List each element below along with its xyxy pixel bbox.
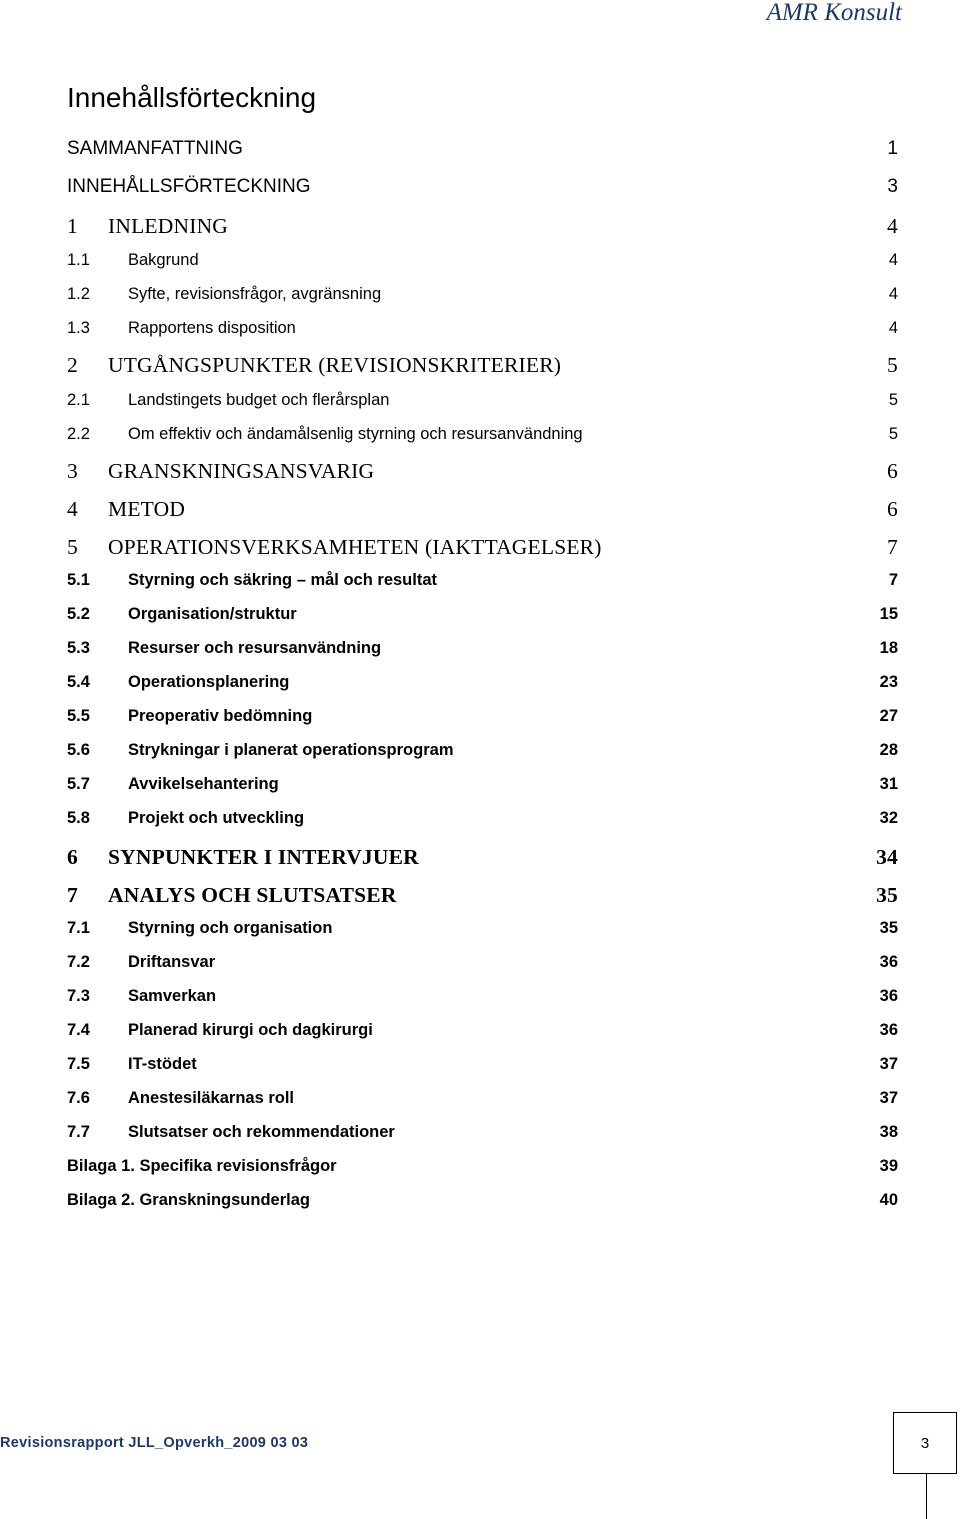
page-title: Innehållsförteckning <box>67 82 317 113</box>
toc-entry-number: 5.5 <box>67 707 90 725</box>
toc-entry-page: 1 <box>887 138 898 159</box>
toc-entry[interactable] <box>67 497 898 522</box>
toc-entry-number: 3 <box>67 459 78 483</box>
toc-entry-page: 15 <box>879 605 898 623</box>
toc-entry-label: Projekt och utveckling <box>128 809 305 827</box>
toc-entry[interactable] <box>67 319 898 338</box>
toc-entry-page: 36 <box>879 1021 898 1039</box>
toc-entry-label: METOD <box>108 497 186 521</box>
page-number-box <box>893 1412 957 1474</box>
toc-entry-label: ANALYS OCH SLUTSATSER <box>108 883 397 907</box>
toc-entry-page: 35 <box>876 883 898 907</box>
toc-entry-page: 38 <box>879 1123 898 1141</box>
toc-entry[interactable] <box>67 741 898 760</box>
toc-entry-page: 6 <box>887 459 898 483</box>
toc-entry-number: 4 <box>67 497 78 521</box>
toc-entry-page: 31 <box>879 775 898 793</box>
toc-entry[interactable] <box>67 138 898 160</box>
toc-entry-label: INNEHÅLLSFÖRTECKNING <box>67 176 311 197</box>
page-number: 3 <box>920 1434 930 1452</box>
toc-entry-label: Landstingets budget och flerårsplan <box>128 391 390 409</box>
toc-entry-label: Avvikelsehantering <box>128 775 279 793</box>
toc-entry-number: 5.6 <box>67 741 90 759</box>
toc-entry[interactable] <box>67 707 898 726</box>
toc-entry-label: Anestesiläkarnas roll <box>128 1089 294 1107</box>
toc-entry-number: 7.1 <box>67 919 90 937</box>
toc-entry-number: 7.6 <box>67 1089 90 1107</box>
toc-entry-label: INLEDNING <box>108 214 229 238</box>
toc-entry-label: Om effektiv och ändamålsenlig styrning och resursanvändning <box>128 425 583 443</box>
toc-entry-number: 5.3 <box>67 639 90 657</box>
toc-entry-label: Resurser och resursanvändning <box>128 639 382 657</box>
toc-entry-label: Bilaga 1. Specifika revisionsfrågor <box>67 1157 337 1175</box>
toc-entry-page: 37 <box>879 1055 898 1073</box>
toc-entry-label: Rapportens disposition <box>128 319 296 337</box>
toc-entry-number: 7.4 <box>67 1021 90 1039</box>
toc-entry-page: 34 <box>876 845 898 869</box>
toc-entry-label: IT-stödet <box>128 1055 197 1073</box>
toc-entry-label: Bilaga 2. Granskningsunderlag <box>67 1191 310 1209</box>
toc-entry[interactable] <box>67 251 898 270</box>
toc-entry-number: 5 <box>67 535 78 559</box>
toc-entry[interactable] <box>67 285 898 304</box>
toc-entry-label: OPERATIONSVERKSAMHETEN (IAKTTAGELSER) <box>108 535 602 559</box>
toc-entry-label: Styrning och säkring – mål och resultat <box>128 571 437 589</box>
toc-entry-page: 5 <box>888 391 898 409</box>
toc-entry-label: SYNPUNKTER I INTERVJUER <box>108 845 419 869</box>
toc-entry[interactable] <box>67 391 898 410</box>
toc-entry-number: 1.1 <box>67 251 90 269</box>
toc-entry-number: 5.1 <box>67 571 90 589</box>
toc-entry-number: 2.1 <box>67 391 90 409</box>
toc-entry-page: 7 <box>887 535 898 559</box>
toc-entry[interactable] <box>67 1021 898 1040</box>
header-brand: AMR Konsult <box>766 0 902 26</box>
toc-entry-number: 1 <box>67 214 78 238</box>
toc-entry-number: 2.2 <box>67 425 90 443</box>
toc-entry-page: 6 <box>887 497 898 521</box>
toc-entry-page: 5 <box>887 353 898 377</box>
toc-entry-page: 5 <box>888 425 898 443</box>
toc-entry-page: 35 <box>879 919 898 937</box>
toc-entry[interactable] <box>67 673 898 692</box>
toc-entry-label: Strykningar i planerat operationsprogram <box>128 741 454 759</box>
toc-entry[interactable] <box>67 919 898 938</box>
toc-entry-number: 7.2 <box>67 953 90 971</box>
toc-entry-number: 2 <box>67 353 78 377</box>
toc-entry[interactable] <box>67 987 898 1006</box>
toc-entry[interactable] <box>67 214 898 239</box>
toc-entry-number: 5.7 <box>67 775 90 793</box>
toc-entry[interactable] <box>67 535 898 560</box>
toc-entry[interactable] <box>67 459 898 484</box>
toc-entry-number: 7.5 <box>67 1055 90 1073</box>
toc-entry-label: SAMMANFATTNING <box>67 138 243 159</box>
toc-entry-label: Samverkan <box>128 987 217 1005</box>
toc-entry-number: 1.2 <box>67 285 90 303</box>
toc-entry[interactable] <box>67 353 898 378</box>
toc-entry[interactable] <box>67 571 898 590</box>
toc-entry[interactable] <box>67 1123 898 1142</box>
toc-entry-label: Bakgrund <box>128 251 199 269</box>
toc-entry[interactable] <box>67 809 898 828</box>
toc-entry-page: 39 <box>879 1157 898 1175</box>
toc-entry-page: 28 <box>879 741 898 759</box>
toc-entry-label: Driftansvar <box>128 953 216 971</box>
toc-entry[interactable] <box>67 425 898 444</box>
toc-entry-page: 7 <box>888 571 898 589</box>
toc-entry[interactable] <box>67 176 898 198</box>
toc-entry-number: 7 <box>67 883 78 907</box>
toc-entry-label: Operationsplanering <box>128 673 290 691</box>
toc-entry-number: 1.3 <box>67 319 90 337</box>
toc-entry-label: Preoperativ bedömning <box>128 707 313 725</box>
toc-entry-number: 5.2 <box>67 605 90 623</box>
toc-entry[interactable] <box>67 605 898 624</box>
toc-entry[interactable] <box>67 1055 898 1074</box>
toc-entry[interactable] <box>67 1089 898 1108</box>
toc-entry-label: Slutsatser och rekommendationer <box>128 1123 395 1141</box>
toc-entry-label: GRANSKNINGSANSVARIG <box>108 459 375 483</box>
footer-document-name: Revisionsrapport JLL_Opverkh_2009 03 03 <box>0 1435 309 1451</box>
toc-entry[interactable] <box>67 1157 898 1176</box>
toc-entry-page: 40 <box>879 1191 898 1209</box>
toc-entry[interactable] <box>67 845 898 870</box>
toc-entry-number: 5.4 <box>67 673 90 691</box>
toc-entry[interactable] <box>67 639 898 658</box>
toc-entry-number: 6 <box>67 845 78 869</box>
toc-entry[interactable] <box>67 775 898 794</box>
toc-entry-label: Planerad kirurgi och dagkirurgi <box>128 1021 373 1039</box>
toc-entry[interactable] <box>67 1191 898 1210</box>
toc-entry-page: 23 <box>879 673 898 691</box>
toc-entry[interactable] <box>67 883 898 908</box>
toc-entry-page: 3 <box>887 176 898 197</box>
toc-entry-number: 7.7 <box>67 1123 90 1141</box>
page-box-stem <box>926 1473 927 1519</box>
toc-entry-page: 4 <box>888 285 898 303</box>
toc-entry-page: 4 <box>888 319 898 337</box>
toc-entry-page: 36 <box>879 987 898 1005</box>
toc-entry[interactable] <box>67 953 898 972</box>
toc-entry-page: 4 <box>888 251 898 269</box>
toc-entry-page: 36 <box>879 953 898 971</box>
toc-entry-page: 18 <box>879 639 898 657</box>
toc-entry-number: 5.8 <box>67 809 90 827</box>
toc-entry-label: Syfte, revisionsfrågor, avgränsning <box>128 285 382 303</box>
toc-entry-page: 37 <box>879 1089 898 1107</box>
toc-entry-page: 4 <box>887 214 898 238</box>
toc-entry-page: 27 <box>879 707 898 725</box>
toc-entry-label: Organisation/struktur <box>128 605 297 623</box>
toc-entry-label: UTGÅNGSPUNKTER (REVISIONSKRITERIER) <box>108 353 562 377</box>
toc-entry-page: 32 <box>879 809 898 827</box>
toc-entry-label: Styrning och organisation <box>128 919 333 937</box>
toc-entry-number: 7.3 <box>67 987 90 1005</box>
